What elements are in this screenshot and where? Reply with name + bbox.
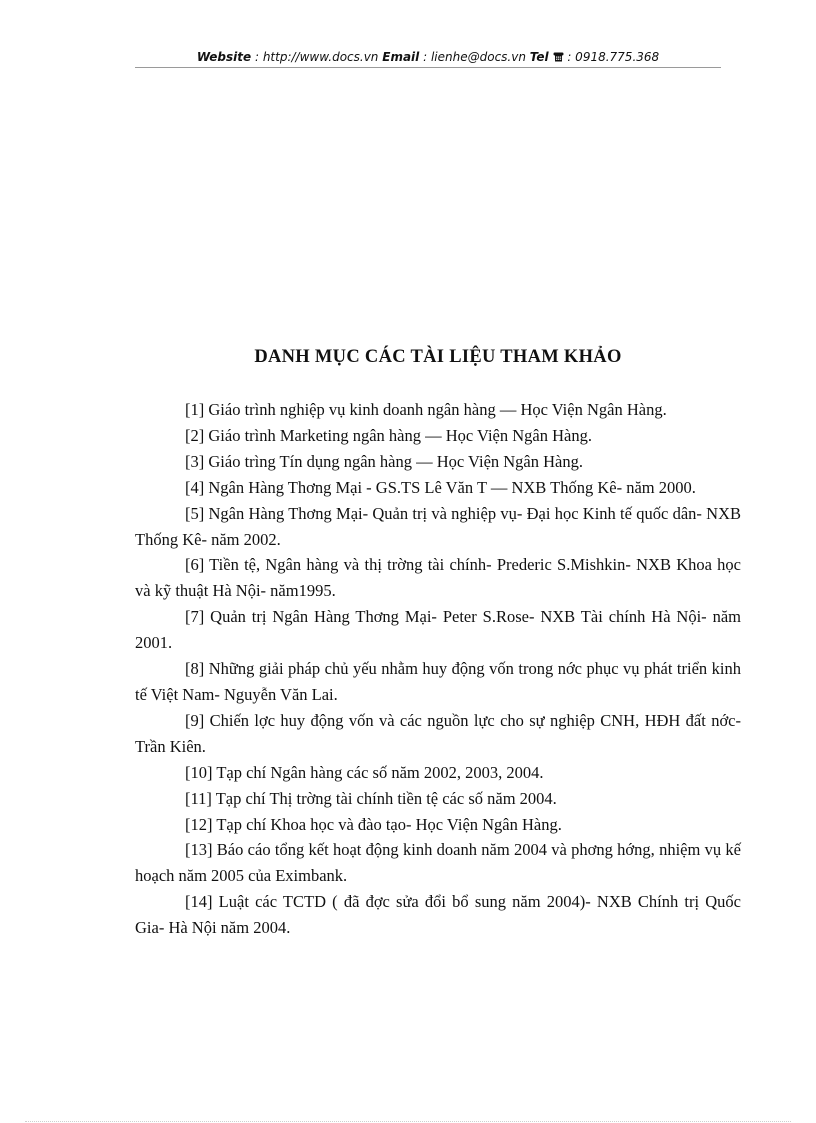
website-value: : http://www.docs.vn <box>254 50 379 64</box>
tel-value: : 0918.775.368 <box>567 50 660 64</box>
tel-label: Tel <box>529 50 549 64</box>
page-title: DANH MỤC CÁC TÀI LIỆU THAM KHẢO <box>254 347 622 367</box>
reference-item: [10] Tạp chí Ngân hàng các số năm 2002, 2003, 2004. <box>185 762 544 782</box>
reference-item: [14] Luật các TCTD ( đã đợc sửa đổi bổ sung năm 2004)- NXB Chính trị Quốc Gia- Hà Nội năm 2004. <box>135 892 741 938</box>
reference-item: [7] Quản trị Ngân Hàng Thơng Mại- Peter S.Rose- NXB Tài chính Hà Nội- năm 2001. <box>135 607 741 653</box>
reference-item: [13] Báo cáo tổng kết hoạt động kinh doanh năm 2004 và phơng hớng, nhiệm vụ kế hoạch năm 2005 của Eximbank. <box>135 840 741 886</box>
email-label: Email <box>382 50 420 64</box>
page-bottom-divider <box>25 1121 791 1122</box>
page-header <box>135 49 721 65</box>
reference-item: [11] Tạp chí Thị trờng tài chính tiền tệ các số năm 2004. <box>185 788 557 808</box>
reference-item: [12] Tạp chí Khoa học và đào tạo- Học Viện Ngân Hàng. <box>185 814 562 834</box>
website-label: Website <box>196 50 252 64</box>
reference-item: [3] Giáo trìng Tín dụng ngân hàng — Học Viện Ngân Hàng. <box>185 451 583 471</box>
reference-item: [8] Những giải pháp chủ yếu nhằm huy động vốn trong nớc phục vụ phát triển kinh tế Việt Nam- Nguyễn Văn Lai. <box>135 659 741 704</box>
email-value: : lienhe@docs.vn <box>423 50 526 64</box>
header-divider <box>135 67 721 68</box>
reference-item: [2] Giáo trình Marketing ngân hàng — Học Viện Ngân Hàng. <box>185 425 592 445</box>
reference-item: [6] Tiền tệ, Ngân hàng và thị trờng tài chính- Prederic S.Mishkin- NXB Khoa học và kỹ thuật Hà Nội- năm1995. <box>135 555 741 601</box>
reference-item: [9] Chiến lợc huy động vốn và các nguồn lực cho sự nghiệp CNH, HĐH đất nớc- Trần Kiên. <box>135 710 741 756</box>
reference-list <box>135 397 741 941</box>
reference-item: [5] Ngân Hàng Thơng Mại- Quản trị và nghiệp vụ- Đại học Kinh tế quốc dân- NXB Thống Kê- năm 2002. <box>135 503 741 549</box>
phone-icon <box>553 50 568 64</box>
reference-item: [4] Ngân Hàng Thơng Mại - GS.TS Lê Văn T — NXB Thống Kê- năm 2000. <box>185 477 696 497</box>
reference-item: [1] Giáo trình nghiệp vụ kinh doanh ngân hàng — Học Viện Ngân Hàng. <box>185 400 667 419</box>
